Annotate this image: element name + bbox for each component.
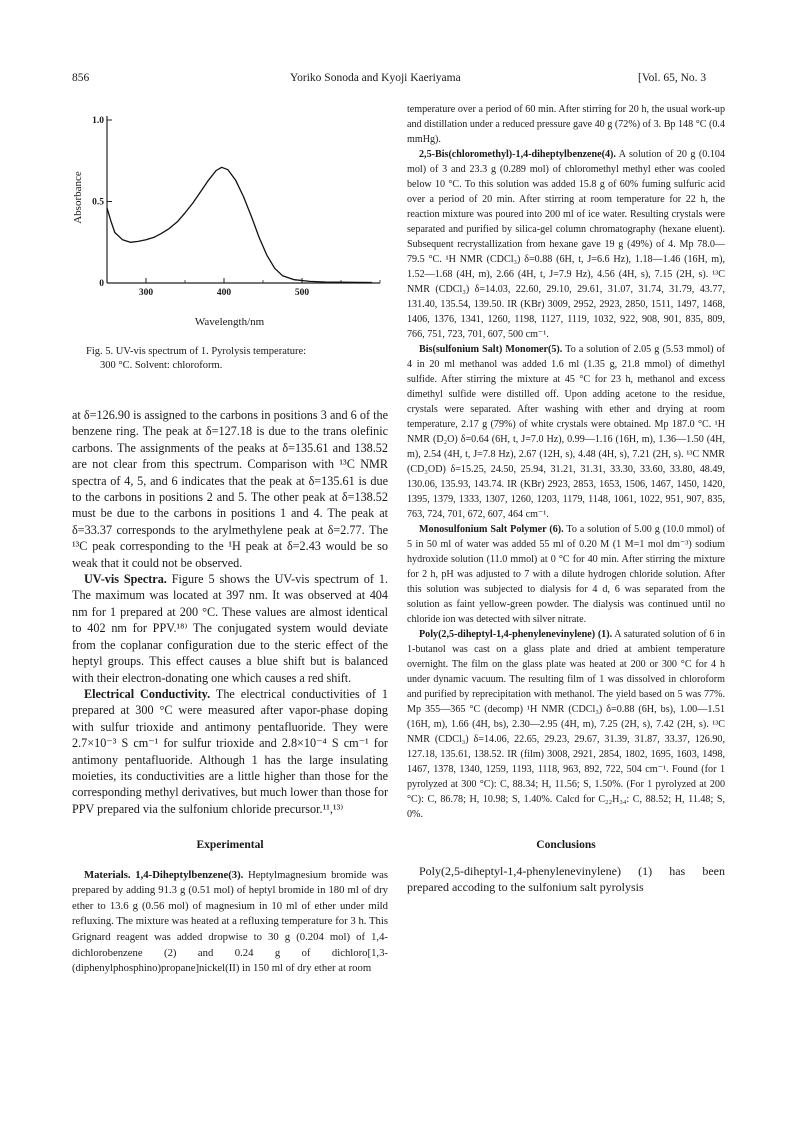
x-tick-label-500: 500 bbox=[294, 288, 310, 298]
uv-vis-paragraph bbox=[72, 571, 388, 686]
uv-vis-heading: UV-vis Spectra. bbox=[84, 572, 167, 587]
x-axis-label: Wavelength/nm bbox=[194, 316, 265, 328]
compound-1-paragraph bbox=[407, 627, 725, 822]
conductivity-paragraph bbox=[72, 686, 388, 817]
compound-1-text: A saturated solution of 6 in 1-butanol was cast on a glass plate and dried at ambient temperature overnight. The film on the glass plate was heated at 200 or 300 °C for 4 h under dynamic vacuum. The resulting film of 1 was dissolved in chloroform and purified by reprecipitation with methanol. The yield based on 5 was 77%. Mp 355—365 °C (decomp) ¹H NMR (CDCl₃) δ=0.88 (6H, bs), 1.00—1.51 (16H, m), 1.66 (4H, bs), 2.30—2.95 (4H, m), 7.25 (2H, s), 7.42 (2H, s). ¹³C NMR (CDCl₃) δ=14.06, 22.65, 29.23, 29.67, 31.39, 31.87, 33.37, 126.90, 127.18, 135.61, 138.52. IR (film) 3008, 2921, 2854, 1802, 1695, 1603, 1498, 1467, 1378, 1340, 1259, 1193, 1118, 963, 892, 722, 504 cm⁻¹. Found (for 1 pyrolyzed at 300 °C): C, 88.34; H, 11.56; S, 1.50%. (For 1 pyrolyzed at 200 °C): C, 86.78; H, 10.98; S, 1.40%. Calcd for C₂₂H₃₄: C, 88.52; H, 11.48; S, 0%. bbox=[407, 629, 725, 820]
conductivity-heading: Electrical Conductivity. bbox=[84, 686, 211, 701]
x-tick-label-400: 400 bbox=[216, 288, 232, 298]
nmr-assignment-paragraph: at δ=126.90 is assigned to the carbons in positions 3 and 6 of the benzene ring. The peak at δ=127.18 is due to the trans olefinic carbons. The assignments of the peaks at δ=135.61 and 138.52 are not clear from this spectrum. Comparison with ¹³C NMR spectra of 4, 5, and 6 indicates that the peak at δ=135.61 is due to the carbons in positions 2 and 5. The other peak at δ=138.52 must be due to the carbons in positions 1 and 4. The peak at δ=33.37 corresponds to the arylmethylene peak at δ=2.77. The ¹³C peak corresponding to the ¹H peak at δ=2.43 would be so weak that it could not be observed. bbox=[72, 408, 388, 570]
compound-6-text: To a solution of 5.00 g (10.0 mmol) of 5 in 50 ml of water was added 55 ml of 0.20 M (1 M=1 mol dm⁻³) sodium hydroxide solution (11.0 mmol) at 0 °C for 40 min. After stirring the mixture for 2 h, pH was adjusted to 7 with a dilute hydrogen chloride solution. After this solution was subjected to dialysis for 4 d, 6 was separated from the solution as faint yellow-green powder. The dialysis was continued until no chloride ion was detected with silver nitrate. bbox=[407, 524, 726, 625]
compound-4-paragraph bbox=[407, 147, 725, 342]
compound-4-text: A solution of 20 g (0.104 mol) of 3 and 23.3 g (0.289 mol) of chloromethyl methyl ether was cooled below 10 °C. To this solution was added 15.8 g of 60% fuming sulfuric acid over a period of 20 min. After stirring at room temperature for 22 h, the reaction mixture was poured into 200 ml of ice water. Resulting crystals were separated and purified by silica-gel column chromatography (hexane eluent). Subsequent recrystallization from hexane gave 19 g (49%) of 4. Mp 78.0—79.5 °C. ¹H NMR (CDCl₃) δ=0.88 (6H, t, J=6.6 Hz), 1.18—1.46 (16H, m), 1.52—1.68 (4H, m), 2.66 (4H, t, J=7.9 Hz), 4.56 (4H, s), 7.15 (2H, s). ¹³C NMR (CDCl₃) δ=14.03, 22.60, 29.10, 29.61, 31.07, 31.74, 31.79, 43.77, 131.40, 135.54, 139.50. IR (KBr) 3009, 2952, 2923, 2850, 1511, 1497, 1468, 1406, 1376, 1341, 1260, 1198, 1127, 1119, 1032, 922, 908, 901, 835, 809, 766, 751, 723, 701, 607, 500 cm⁻¹. bbox=[407, 149, 725, 340]
y-tick-label-0: 0 bbox=[99, 279, 104, 289]
y-tick-label-1.0: 1.0 bbox=[92, 116, 104, 126]
compound-6-heading: Monosulfonium Salt Polymer (6). bbox=[419, 524, 564, 535]
compound-5-text: To a solution of 2.05 g (5.53 mmol) of 4 in 20 ml methanol was added 1.6 ml (1.35 g, 21.8 mmol) of dimethyl sulfide. After stirring the mixture at 45 °C for 23 h, methanol and excess dimethyl sulfide were distilled off. Upon adding acetone to the residue, crystals were separated. After washing with ether and drying at room temperature, 2.17 g (79%) of white crystals were obtained. Mp 187.0 °C. ¹H NMR (D₂O) δ=0.64 (6H, t, J=7.0 Hz), 0.99—1.16 (16H, m), 1.36—1.50 (4H, m), 2.54 (4H, t, J=7.8 Hz), 2.67 (12H, s), 4.48 (4H, s), 7.21 (2H, s). ¹³C NMR (CD₃OD) δ=15.25, 24.50, 25.94, 31.21, 31.31, 33.30, 33.60, 33.80, 48.49, 130.06, 135.93, 143.74. IR (KBr) 2923, 2853, 1653, 1506, 1467, 1450, 1420, 1395, 1379, 1333, 1307, 1260, 1203, 1179, 1148, 1061, 1022, 951, 907, 835, 763, 724, 701, 672, 607, 464 cm⁻¹. bbox=[407, 344, 726, 520]
left-column bbox=[72, 407, 388, 977]
journal-volume: [Vol. 65, No. 3 bbox=[638, 72, 707, 84]
experimental-heading: Experimental bbox=[196, 839, 264, 852]
compound-1-heading: Poly(2,5-diheptyl-1,4-phenylenevinylene) (1). bbox=[419, 629, 613, 640]
page-number: 856 bbox=[72, 72, 90, 84]
uv-vis-chart bbox=[55, 100, 395, 350]
running-authors: Yoriko Sonoda and Kyoji Kaeriyama bbox=[290, 72, 461, 84]
figure-caption-line1: Fig. 5. UV-vis spectrum of 1. Pyrolysis temperature: bbox=[86, 346, 307, 357]
y-axis-label: Absorbance bbox=[72, 171, 84, 224]
absorbance-curve bbox=[107, 167, 372, 282]
diheptylbenzene-continuation: temperature over a period of 60 min. After stirring for 20 h, the usual work-up and distillation under a reduced pressure gave 40 g (72%) of 3. Bp 148 °C (0.4 mmHg). bbox=[407, 104, 725, 145]
y-tick-label-0.5: 0.5 bbox=[92, 197, 104, 208]
conductivity-text: The electrical conductivities of 1 prepared at 300 °C were measured after vapor-phase doping with sulfur trioxide and antimony pentafluoride. They were 2.7×10⁻³ S cm⁻¹ for sulfur trioxide and 2.8×10⁻⁴ S cm⁻¹ for antimony pentafluoride. Although 1 has the large insulating moieties, its conductivities are a little higher than those for the corresponding methyl derivatives, but much lower than those for PPV prepared via the sulfonium chloride precursor.¹¹,¹³⁾ bbox=[72, 686, 388, 816]
materials-heading: Materials. 1,4-Diheptylbenzene(3). bbox=[84, 868, 244, 881]
conclusions-paragraph: Poly(2,5-diheptyl-1,4-phenylenevinylene) (1) has been prepared accoding to the sulfonium salt pyrolysis bbox=[407, 864, 725, 895]
compound-6-paragraph bbox=[407, 522, 725, 627]
figure-caption-line2: 300 °C. Solvent: chloroform. bbox=[100, 360, 223, 371]
right-column bbox=[407, 102, 725, 896]
figure-caption bbox=[86, 345, 386, 373]
conclusions-heading: Conclusions bbox=[536, 839, 596, 851]
materials-text: Heptylmagnesium bromide was prepared by adding 91.3 g (0.51 mol) of heptyl bromide in 180 ml of dry ether to 13.6 g (0.56 mol) of magnesium in 10 ml of ether under mild refluxing. The mixture was heated at a refluxing temperature for 3 h. This Grignard reagent was added dropwise to 30 g (0.204 mol) of 1,4-dichlorobenzene (2) and 0.24 g of dichloro[1,3-(diphenylphosphino)propane]nickel(II) in 150 ml of dry ether at room bbox=[72, 868, 388, 975]
x-tick-label-300: 300 bbox=[138, 288, 154, 298]
materials-paragraph bbox=[72, 868, 388, 977]
compound-4-heading: 2,5-Bis(chloromethyl)-1,4-diheptylbenzene(4). bbox=[419, 149, 616, 160]
compound-5-heading: Bis(sulfonium Salt) Monomer(5). bbox=[419, 344, 563, 355]
uv-vis-text: Figure 5 shows the UV-vis spectrum of 1. The maximum was located at 397 nm. It was observed at 404 nm for 1 prepared at 200 °C. These values are almost identical to 402 nm for PPV.¹⁸⁾ The conjugated system would deviate from the coplanar configuration due to the steric effect of the heptyl groups. This effect causes a blue shift but is balanced with their electron-donating one which causes a red shift. bbox=[72, 572, 388, 685]
compound-5-paragraph bbox=[407, 342, 725, 522]
